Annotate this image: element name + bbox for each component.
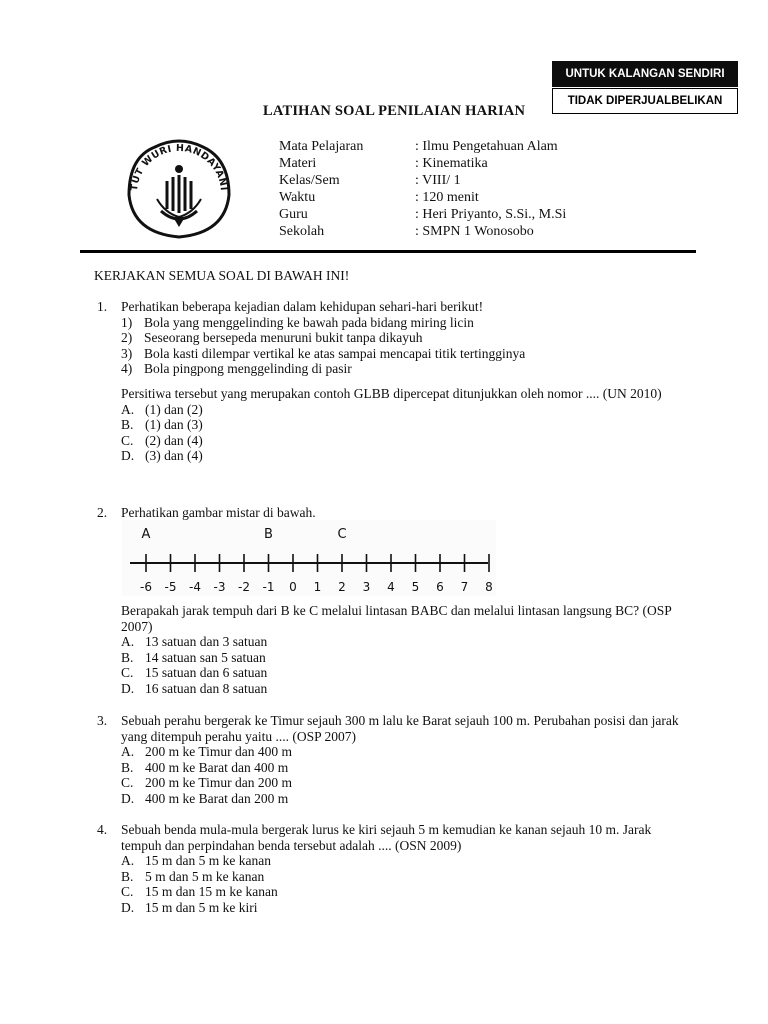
answer-option: C. (2) dan (4) — [121, 432, 203, 448]
question-prompt: Berapakah jarak tempuh dari B ke C melalui lintasan BABC dan melalui lintasan langsung BC? (OSP 2007) — [121, 603, 672, 634]
answer-option: B. (1) dan (3) — [121, 417, 203, 433]
answer-option: B. 400 m ke Barat dan 400 m — [121, 759, 289, 775]
answer-option: C. 15 satuan dan 6 satuan — [121, 665, 268, 681]
header-divider — [80, 250, 696, 253]
ruler-tick-label: -2 — [238, 580, 250, 594]
ruler-point-label: B — [264, 527, 273, 542]
question-2-body — [97, 603, 681, 697]
ruler-tick-label: 4 — [387, 580, 395, 594]
ruler-tick-label: 1 — [313, 580, 322, 594]
page-title: LATIHAN SOAL PENILAIAN HARIAN — [263, 103, 526, 119]
ruler-tick-label: 7 — [460, 580, 469, 594]
answer-option: C. 15 m dan 15 m ke kanan — [121, 884, 278, 900]
info-row: Mata Pelajaran : Ilmu Pengetahuan Alam — [279, 139, 558, 154]
question-number: 1. — [97, 299, 108, 314]
question-number: 2. — [97, 505, 108, 520]
answer-option: C. 200 m ke Timur dan 200 m — [121, 775, 293, 791]
instruction: KERJAKAN SEMUA SOAL DI BAWAH INI! — [94, 268, 350, 283]
ruler-tick-label: -4 — [189, 580, 201, 594]
list-item: 2) Seseorang bersepeda menuruni bukit tanpa dikayuh — [121, 330, 423, 346]
answer-option: D. 15 m dan 5 m ke kiri — [121, 899, 258, 915]
answer-option: B. 5 m dan 5 m ke kanan — [121, 868, 265, 884]
question-number: 3. — [97, 713, 108, 728]
answer-option: B. 14 satuan san 5 satuan — [121, 649, 266, 665]
ruler-tick-label: -5 — [164, 580, 177, 594]
question-2 — [97, 505, 681, 521]
ruler-tick-label: 0 — [289, 580, 297, 594]
ruler-tick-label: 2 — [338, 580, 346, 594]
ruler-tick-label: -1 — [262, 580, 275, 594]
info-row: Sekolah : SMPN 1 Wonosobo — [279, 224, 534, 239]
answer-option: A. 15 m dan 5 m ke kanan — [121, 853, 271, 869]
document-info — [279, 138, 566, 240]
question-text: Perhatikan gambar mistar di bawah. — [121, 505, 316, 520]
badge-tidak-diperjualbelikan: TIDAK DIPERJUALBELIKAN — [552, 88, 738, 114]
question-text: Sebuah benda mula-mula bergerak lurus ke kiri sejauh 5 m kemudian ke kanan sejauh 10 m. Jarak tempuh dan perpindahan benda tersebut adalah .... (OSN 2009) — [121, 822, 652, 853]
answer-option: D. (3) dan (4) — [121, 448, 203, 464]
question-prompt: Persitiwa tersebut yang merupakan contoh GLBB dipercepat ditunjukkan oleh nomor .... (UN 2010) — [121, 385, 662, 401]
badge-untuk-kalangan-sendiri: UNTUK KALANGAN SENDIRI — [552, 61, 738, 87]
question-4 — [97, 822, 681, 916]
answer-option: D. 16 satuan dan 8 satuan — [121, 680, 268, 696]
ruler-tick-label: -3 — [213, 580, 226, 594]
info-row: Waktu : 120 menit — [279, 190, 479, 205]
list-item: 4) Bola pingpong menggelinding di pasir — [121, 361, 352, 377]
info-row: Kelas/Sem : VIII/ 1 — [279, 173, 461, 188]
answer-option: D. 400 m ke Barat dan 200 m — [121, 790, 289, 806]
question-text: Perhatikan beberapa kejadian dalam kehidupan sehari-hari berikut! — [121, 299, 484, 314]
ruler-tick-label: 6 — [436, 580, 444, 594]
question-3 — [97, 713, 681, 807]
ruler-tick-label: 8 — [485, 580, 493, 594]
list-item: 3) Bola kasti dilempar vertikal ke atas sampai mencapai titik tertingginya — [121, 345, 526, 361]
logo-arc-text: TUT WURI HANDAYANI — [128, 142, 229, 192]
question-text: Sebuah perahu bergerak ke Timur sejauh 300 m lalu ke Barat sejauh 100 m. Perubahan posisi dan jarak yang ditempuh perahu yaitu .... (OSP 2007) — [121, 713, 679, 744]
info-row: Materi : Kinematika — [279, 156, 488, 171]
question-1 — [97, 299, 681, 464]
ruler-tick-label: 3 — [362, 580, 371, 594]
answer-option: A. 200 m ke Timur dan 400 m — [121, 744, 293, 760]
ruler-point-label: A — [141, 527, 151, 542]
info-row: Guru : Heri Priyanto, S.Si., M.Si — [279, 207, 567, 222]
ruler-point-label: C — [337, 527, 347, 542]
answer-option: A. (1) dan (2) — [121, 401, 203, 417]
ruler-tick-label: 5 — [411, 580, 420, 594]
list-item: 1) Bola yang menggelinding ke bawah pada bidang miring licin — [121, 314, 474, 330]
tut-wuri-handayani-logo — [121, 137, 237, 241]
answer-option: A. 13 satuan dan 3 satuan — [121, 634, 268, 650]
question-number: 4. — [97, 822, 108, 837]
ruler-figure — [122, 520, 496, 596]
ruler-tick-label: -6 — [140, 580, 152, 594]
